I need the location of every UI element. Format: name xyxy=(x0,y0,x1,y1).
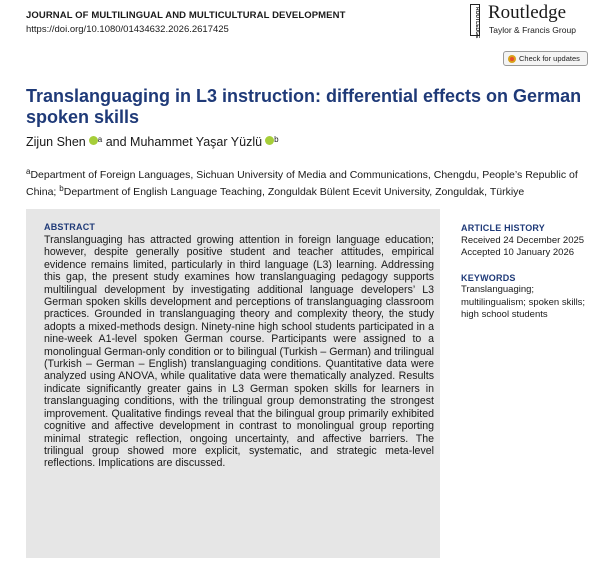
abstract-heading: ABSTRACT xyxy=(44,222,96,232)
article-title: Translanguaging in L3 instruction: differential effects on German spoken skills xyxy=(26,86,582,127)
affil-text: Department of English Language Teaching, Zonguldak Bülent Ecevit University, Zonguldak, Türkiye xyxy=(63,186,525,198)
publisher-subtitle: Taylor & Francis Group xyxy=(489,25,576,35)
check-for-updates-button[interactable] xyxy=(503,51,588,66)
keywords-heading: KEYWORDS xyxy=(461,272,516,283)
affil-mark: a xyxy=(26,167,31,176)
publisher-name: Routledge xyxy=(488,2,567,23)
publisher-logo xyxy=(470,4,610,38)
affiliations xyxy=(26,165,596,199)
abstract-text: Translanguaging has attracted growing attention in foreign language education; however, despite generally positive student and teacher attitudes, empirical evidence remains limited, particularly in third language (L3) learning. Addressing this gap, the present study examines how translanguaging pedagogy supports multilingual development by investigating additional language developers’ L3 German spoken skills development and perceptions of translanguaging classroom practices. Grounded in translanguaging theory and complexity theory, the study adopts a mixed-methods design. Ninety-nine high school students participated in a nine-week A1-level spoken German course. Participants were assigned to a monolingual German-only condition or to bilingual (Turkish – German) and trilingual (Turkish – German – English) translanguaging conditions. Quantitative data were analyzed using ANOVA, while qualitative data were thematically analyzed. Results indicate significantly greater gains in L3 German spoken skills for learners in translanguaging conditions, with the trilingual group demonstrating the strongest improvement. Qualitative findings reveal that the bilingual group primarily exhibited cognitive and affective development in contrast to monolingual group reporting minimal strategic reflection, ongoing uncertainty, and affective barriers. The trilingual group showed more explicit, systematic, and strategic meta-level reflections. Implications are discussed. xyxy=(44,234,435,470)
journal-name: JOURNAL OF MULTILINGUAL AND MULTICULTURAL DEVELOPMENT xyxy=(26,10,346,21)
publisher-spine-icon xyxy=(470,4,480,39)
abstract-box xyxy=(26,209,440,558)
received-date: Received 24 December 2025 xyxy=(461,234,585,246)
affil-mark: b xyxy=(59,184,64,193)
accepted-date: Accepted 10 January 2026 xyxy=(461,247,575,258)
article-sidebar xyxy=(461,222,601,322)
orcid-icon[interactable] xyxy=(89,136,98,145)
author-list xyxy=(26,135,279,149)
author-affil-mark: a xyxy=(97,135,103,144)
article-history-heading: ARTICLE HISTORY xyxy=(461,223,546,233)
author-name[interactable]: Zijun Shen xyxy=(26,135,86,149)
affil-text: Department of Foreign Languages, Sichuan University of Media and Communications, Chengdu, People’s Republic of China; xyxy=(26,169,578,198)
check-updates-icon xyxy=(508,55,516,63)
author-affil-mark: b xyxy=(274,135,279,144)
orcid-icon[interactable] xyxy=(265,136,274,145)
doi-link[interactable]: https://doi.org/10.1080/01434632.2026.2617425 xyxy=(26,24,229,35)
keywords-text: Translanguaging; multilingualism; spoken skills; high school students xyxy=(461,284,586,320)
publisher-spine-text: ROUTLEDGE xyxy=(474,7,480,39)
check-for-updates-label: Check for updates xyxy=(519,54,580,63)
author-name[interactable]: Muhammet Yaşar Yüzlü xyxy=(130,135,263,149)
author-join: and xyxy=(105,135,127,149)
